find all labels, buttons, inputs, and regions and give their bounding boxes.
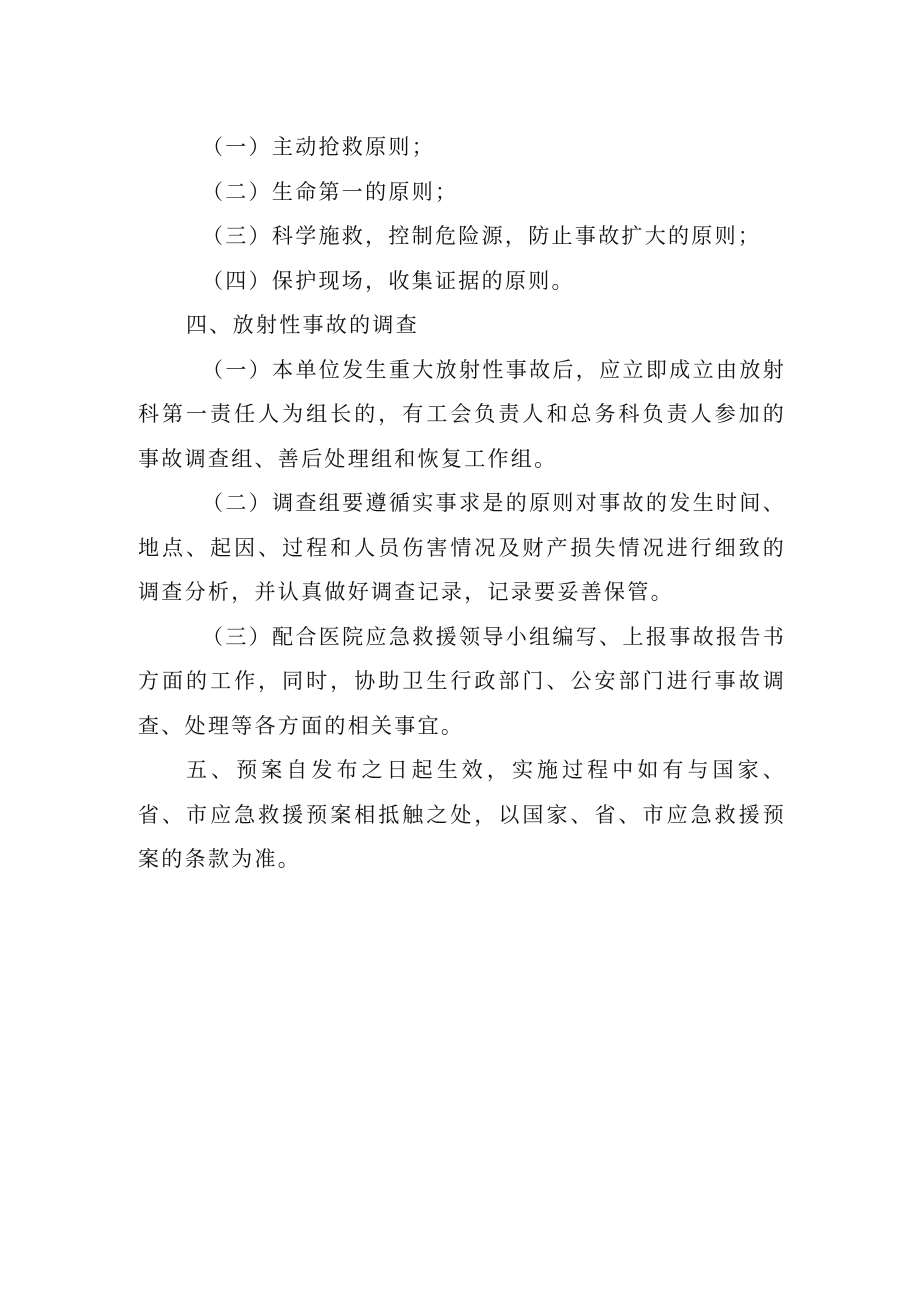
section-5-paragraph: 五、预案自发布之日起生效，实施过程中如有与国家、省、市应急救援预案相抵触之处，以国家、省、市应急救援预案的条款为准。 <box>138 758 786 871</box>
section-4-item-3: （三）配合医院应急救援领导小组编写、上报事故报告书方面的工作，同时，协助卫生行政部门、公安部门进行事故调查、处理等各方面的相关事宜。 <box>138 624 786 738</box>
principle-2: （二）生命第一的原则； <box>202 179 459 204</box>
principle-4: （四）保护现场，收集证据的原则。 <box>202 268 575 293</box>
section-4-heading: 四、放射性事故的调查 <box>186 313 419 337</box>
principle-3: （三）科学施救，控制危险源，防止事故扩大的原则； <box>202 224 762 248</box>
document-body <box>138 125 786 882</box>
section-4-item-1: （一）本单位发生重大放射性事故后，应立即成立由放射科第一责任人为组长的，有工会负责人和总务科负责人参加的事故调查组、善后处理组和恢复工作组。 <box>138 357 786 471</box>
section-4-item-2: （二）调查组要遵循实事求是的原则对事故的发生时间、地点、起因、过程和人员伤害情况及财产损失情况进行细致的调查分析，并认真做好调查记录，记录要妥善保管。 <box>138 491 786 604</box>
principle-1: （一）主动抢救原则； <box>202 135 435 159</box>
